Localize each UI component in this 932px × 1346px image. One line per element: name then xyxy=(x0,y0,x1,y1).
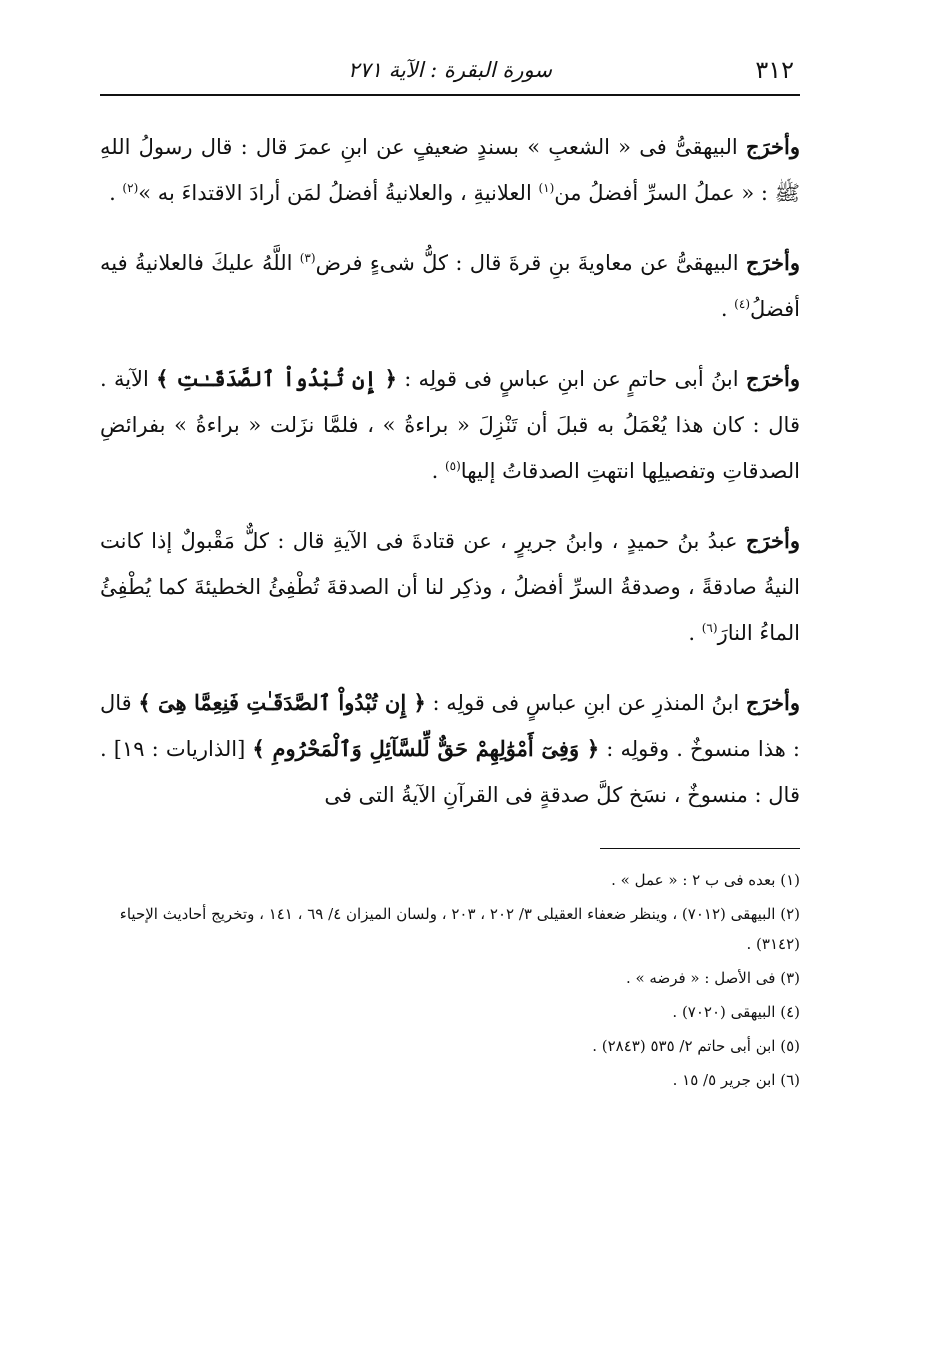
paragraph-abd-ibn-humayd xyxy=(100,518,800,656)
paragraph-lead: وأخرَج xyxy=(745,690,800,715)
quran-quote: ﴿ إِن تُبْدُواْ ٱلصَّدَقَـٰتِ ﴾ xyxy=(156,366,397,391)
paragraph-text: الآية . قال : كان هذا يُعْمَلُ به قبلَ أن تَنْزِلَ « براءةُ » ، فلمَّا نزَلت « براءةُ » بفرائضِ الصدقاتِ وتفصيلِها انتهتِ الصدقاتُ إليها xyxy=(100,367,800,483)
page-number: ٣١٢ xyxy=(755,56,794,84)
paragraph-lead: وأخرَج xyxy=(745,134,800,159)
footnote-ref: (٢) xyxy=(122,181,139,195)
footnote: (٦) ابن جرير ٥/ ١٥ . xyxy=(672,1071,800,1089)
paragraph-text: العلانيةِ ، والعلانيةُ أفضلُ لمَن أرادَ الاقتداءَ به » xyxy=(138,181,539,205)
paragraph-text: ابنُ أبى حاتمٍ عن ابنِ عباسٍ فى قولِه : xyxy=(396,367,746,391)
paragraph-text: البيهقىُّ فى « الشعبِ » بسندٍ ضعيفٍ عن ابنِ عمرَ قال : قال رسولُ اللهِ ﷺ : « عملُ السرِّ أفضلُ من xyxy=(100,135,800,205)
footnotes xyxy=(100,865,800,1095)
quran-quote: ﴿ إِن تُبْدُواْ ٱلصَّدَقَـٰتِ فَنِعِمَّا هِىَ ﴾ xyxy=(138,690,426,715)
footnote: (٥) ابن أبى حاتم ٢/ ٥٣٥ (٢٨٤٣) . xyxy=(592,1037,800,1055)
footnote: (١) بعده فى ب ٢ : « عمل » . xyxy=(611,871,800,889)
paragraph-bayhaqi-muawiya xyxy=(100,240,800,332)
paragraph-text: البيهقىُّ عن معاويةَ بنِ قرةَ قال : كلُّ شىءٍ فرض xyxy=(315,251,746,275)
footnote-ref: (١) xyxy=(538,181,555,195)
running-header xyxy=(100,50,800,96)
footnote-ref: (٣) xyxy=(299,251,316,265)
paragraph-text: اللَّهُ عليكَ فالعلانيةُ فيه أفضلُ xyxy=(100,251,800,321)
paragraph-end: . xyxy=(688,621,702,645)
main-text xyxy=(100,124,800,818)
surah-reference: سورة البقرة : الآية ٢٧١ xyxy=(348,58,552,82)
paragraph-end: . xyxy=(431,459,445,483)
paragraph-end: . xyxy=(109,181,123,205)
paragraph-end: . xyxy=(720,297,735,321)
paragraph-lead: وأخرَج xyxy=(745,250,801,275)
paragraph-text: ابنُ المنذرِ عن ابنِ عباسٍ فى قولِه : xyxy=(425,691,746,715)
paragraph-lead: وأخرَج xyxy=(745,366,800,391)
footnote-ref: (٥) xyxy=(444,459,461,473)
footnote-ref: (٤) xyxy=(734,297,750,311)
paragraph-bayhaqi-ibn-umar xyxy=(100,124,800,216)
footnote: (٢) البيهقى (٧٠١٢) ، وينظر ضعفاء العقيلى ٣/ ٢٠٢ ، ٢٠٣ ، ولسان الميزان ٤/ ٦٩ ، ١٤١ ، وتخريج أحاديث الإحياء (٣١٤٢) . xyxy=(119,905,800,953)
paragraph-lead: وأخرَج xyxy=(745,528,800,553)
paragraph-text: قال : هذا منسوخٌ . وقولِه : xyxy=(100,691,801,761)
paragraph-text: [الذاريات : ١٩] . قال : منسوخٌ ، نسَخ كلَّ صدقةٍ فى القرآنِ الآيةُ التى فى xyxy=(100,737,800,807)
footnote: (٣) فى الأصل : « فرضه » . xyxy=(625,969,800,987)
book-page xyxy=(100,50,800,1099)
footnote-ref: (٦) xyxy=(701,621,718,635)
footnote-divider xyxy=(600,848,800,849)
paragraph-ibn-al-mundhir xyxy=(100,680,800,818)
paragraph-text: عبدُ بنُ حميدٍ ، وابنُ جريرٍ ، عن قتادةَ فى الآيةِ قال : كلٌّ مَقْبولٌ إذا كانت النيةُ صادقةً ، وصدقةُ السرِّ أفضلُ ، وذكِر لنا أن الصدقةَ تُطْفِئُ الخطيئةَ كما يُطْفِئُ الماءُ النارَ xyxy=(100,529,800,645)
quran-quote: ﴿ وَفِىٓ أَمْوَٰلِهِمْ حَقٌّ لِّلسَّآئِلِ وَٱلْمَحْرُومِ ﴾ xyxy=(252,736,600,761)
footnote: (٤) البيهقى (٧٠٢٠) . xyxy=(672,1003,800,1021)
paragraph-ibn-abi-hatim xyxy=(100,356,800,494)
